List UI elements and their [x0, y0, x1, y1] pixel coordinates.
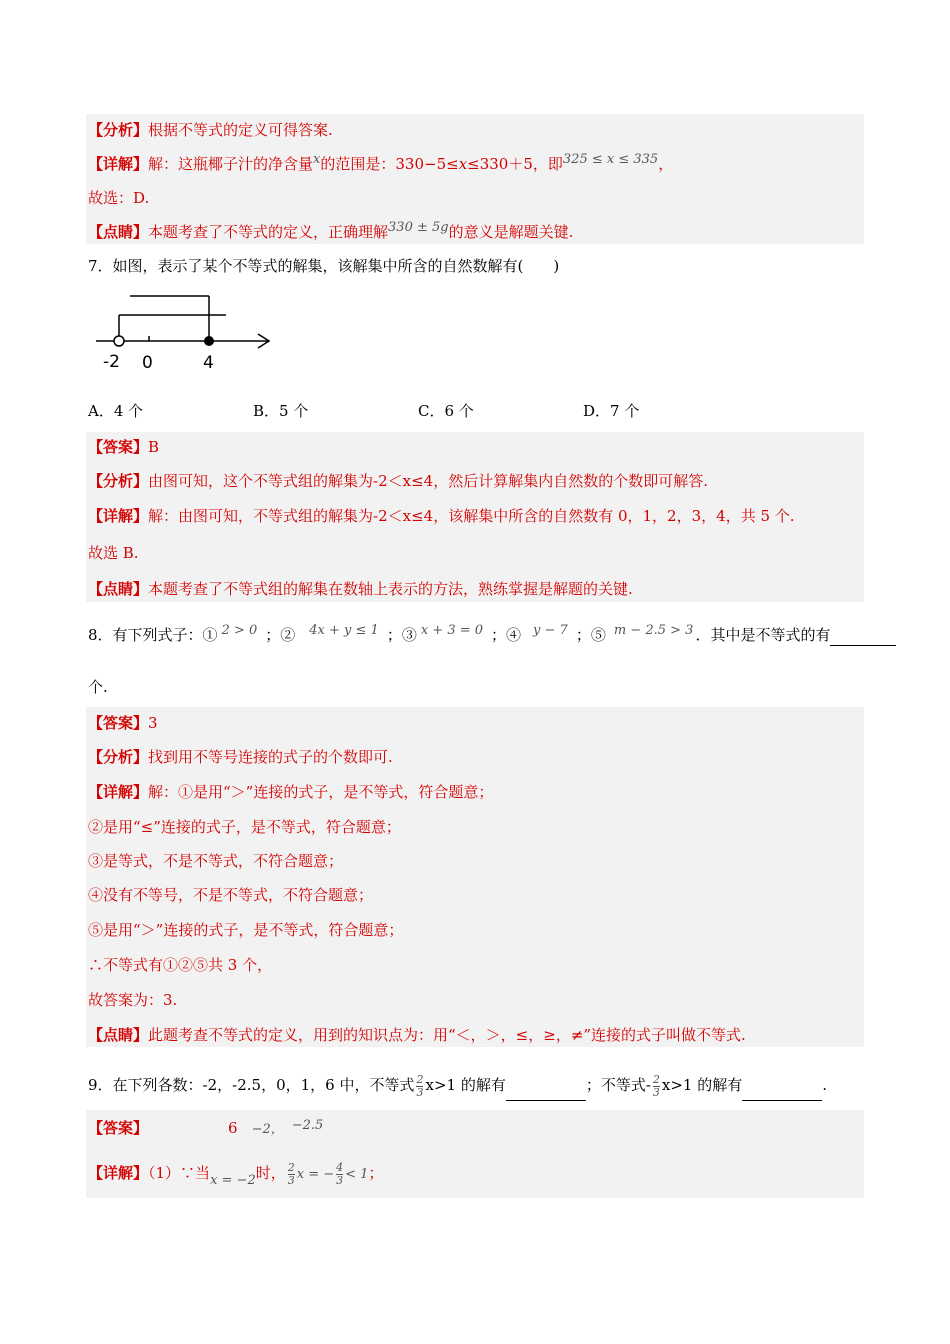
q6-comment-b: 的意义是解题关键.	[448, 223, 574, 241]
q7-option-b: B．5 个	[253, 402, 309, 420]
q9-detail-fraction-2	[336, 1162, 343, 1187]
q6-detail-c: ≤330＋5，即	[467, 155, 563, 173]
q7-analysis	[88, 471, 708, 491]
q9-answer-blank-2[interactable]	[742, 1070, 822, 1101]
q9-dfrac1-num: 2	[287, 1160, 295, 1174]
q8-detail-tag: 【详解】	[88, 783, 149, 801]
q9-detail-b: 时，	[255, 1164, 286, 1182]
q8-answer	[88, 713, 158, 733]
axis-label-four: 4	[203, 353, 214, 373]
q8-stem-tail: 个.	[88, 678, 108, 696]
q9-answer-tag: 【答案】	[88, 1119, 149, 1137]
number-line-figure	[88, 290, 278, 375]
q7-answer-tag: 【答案】	[88, 438, 149, 456]
q9-answer-blank-1[interactable]	[506, 1070, 586, 1101]
q6-detail-var: x	[313, 152, 321, 167]
q8-detail-3: ③是等式，不是不等式，不符合题意；	[88, 852, 344, 870]
q8-stem	[88, 625, 896, 647]
q8-analysis-tag: 【分析】	[88, 748, 149, 766]
q7-analysis-text: 由图可知，这个不等式组的解集为-2＜x≤4，然后计算解集内自然数的个数即可解答.	[148, 472, 708, 490]
q8-detail-2: ②是用“≤”连接的式子，是不等式，符合题意；	[88, 818, 401, 836]
q8-comment	[88, 1025, 746, 1045]
q8-expr-5: m − 2.5 > 3	[613, 623, 694, 638]
q9-stem-e: .	[822, 1076, 828, 1094]
q9-dfrac2-den: 3	[336, 1173, 344, 1187]
axis-label-zero: 0	[142, 353, 153, 373]
q8-answer-blank[interactable]	[830, 625, 896, 646]
q6-comment	[88, 222, 573, 244]
q9-answer-3: −2.5	[291, 1118, 324, 1133]
open-endpoint-icon	[114, 336, 124, 346]
q9-dfrac1-den: 3	[287, 1173, 295, 1187]
q6-choose: 故选：D.	[88, 189, 150, 207]
q6-analysis	[88, 120, 333, 140]
q6-comment-math: 330 ± 5g	[388, 220, 449, 235]
q9-detail-fraction-1	[288, 1162, 295, 1187]
q8-expr-1: 2 > 0	[221, 623, 258, 638]
axis-label-minus-two: -2	[103, 352, 120, 372]
q7-option-a: A．4 个	[88, 402, 144, 420]
q9-detail-math-2: x = −	[296, 1167, 335, 1182]
q6-analysis-tag: 【分析】	[88, 121, 149, 139]
q9-frac1-num: 2	[416, 1072, 424, 1086]
q8-expr-3: x + 3 = 0	[420, 623, 484, 638]
q8-answer-text: 3	[148, 714, 158, 732]
q6-detail-b: 的范围是：330−5≤	[320, 155, 459, 173]
q9-stem-b: x>1 的解有	[425, 1076, 506, 1094]
q8-sep-4: ；④	[491, 626, 522, 644]
closed-endpoint-icon	[204, 336, 214, 346]
q8-stem-a: 8．有下列式子：①	[88, 626, 218, 644]
q9-stem-c: ；不等式-	[585, 1076, 651, 1094]
q6-detail-math: 325 ≤ x ≤ 335	[562, 152, 659, 167]
q9-stem	[88, 1070, 827, 1101]
q6-comment-tag: 【点睛】	[88, 223, 149, 241]
q8-answer-tag: 【答案】	[88, 714, 149, 732]
q8-comment-text: 此题考查不等式的定义，用到的知识点为：用“＜，＞，≤，≥，≠”连接的式子叫做不等式.	[148, 1026, 746, 1044]
q6-detail-a: 解：这瓶椰子汁的净含量	[148, 155, 314, 173]
q6-detail-var-2: x	[458, 155, 468, 173]
q8-detail-6: ∴不等式有①②⑤共 3 个，	[88, 956, 273, 974]
q9-stem-d: x>1 的解有	[661, 1076, 743, 1094]
q9-frac2-den: 3	[652, 1085, 660, 1099]
q8-detail-5: ⑤是用“＞”连接的式子，是不等式，符合题意；	[88, 921, 404, 939]
q9-answer-2: −2，	[251, 1122, 284, 1137]
q9-fraction-2	[653, 1074, 660, 1099]
q9-detail-tag: 【详解】	[88, 1164, 149, 1182]
q8-comment-tag: 【点睛】	[88, 1026, 149, 1044]
q7-detail-text: 解：由图可知，不等式组的解集为-2＜x≤4，该解集中所含的自然数有 0，1，2，3，4，共 5 个.	[148, 507, 795, 525]
q9-answer-1: 6	[228, 1119, 238, 1137]
q9-detail-end: ；	[368, 1164, 384, 1182]
q8-detail	[88, 782, 493, 802]
q8-sep-5: ；⑤	[575, 626, 606, 644]
q8-analysis	[88, 747, 393, 767]
q7-option-d: D．7 个	[583, 402, 640, 420]
q6-analysis-text: 根据不等式的定义可得答案.	[148, 121, 333, 139]
q9-stem-a: 9．在下列各数：-2，-2.5，0，1，6 中，不等式	[88, 1076, 415, 1094]
q9-frac1-den: 3	[416, 1085, 424, 1099]
q8-expr-2: 4x + y ≤ 1	[309, 623, 379, 638]
q8-expr-4: y − 7	[533, 623, 568, 638]
q7-detail	[88, 506, 795, 526]
q7-analysis-tag: 【分析】	[88, 472, 149, 490]
q6-detail-end: ，	[658, 155, 674, 173]
q9-detail-math-3: < 1	[345, 1167, 369, 1182]
q9-dfrac2-num: 4	[336, 1160, 344, 1174]
q6-detail	[88, 154, 673, 176]
q9-answer	[88, 1118, 323, 1140]
q7-choose: 故选 B.	[88, 544, 139, 562]
q7-answer	[88, 437, 159, 457]
q9-frac2-num: 2	[652, 1072, 660, 1086]
q6-comment-a: 本题考查了不等式的定义，正确理解	[148, 223, 389, 241]
q6-detail-tag: 【详解】	[88, 155, 149, 173]
q7-option-c: C．6 个	[418, 402, 474, 420]
q9-detail-a: （1）∵当	[148, 1164, 211, 1182]
q9-detail	[88, 1157, 383, 1191]
q7-answer-text: B	[148, 438, 160, 456]
q7-detail-tag: 【详解】	[88, 507, 149, 525]
q7-comment-text: 本题考查了不等式组的解集在数轴上表示的方法，熟练掌握是解题的关键.	[148, 580, 633, 598]
q8-detail-4: ④没有不等号，不是不等式，不符合题意；	[88, 886, 374, 904]
q7-comment-tag: 【点睛】	[88, 580, 149, 598]
q7-comment	[88, 579, 633, 599]
q8-detail-1: 解：①是用“＞”连接的式子，是不等式，符合题意；	[148, 783, 494, 801]
q9-detail-math-1: x = −2	[210, 1173, 256, 1188]
q8-detail-7: 故答案为：3.	[88, 991, 178, 1009]
q9-fraction-1	[416, 1074, 423, 1099]
q8-sep-3: ；③	[386, 626, 417, 644]
q7-stem: 7．如图，表示了某个不等式的解集，该解集中所含的自然数解有( )	[88, 257, 560, 275]
q8-analysis-text: 找到用不等号连接的式子的个数即可.	[148, 748, 393, 766]
q8-stem-b: ．其中是不等式的有	[695, 626, 831, 644]
q8-sep-2: ；②	[265, 626, 296, 644]
